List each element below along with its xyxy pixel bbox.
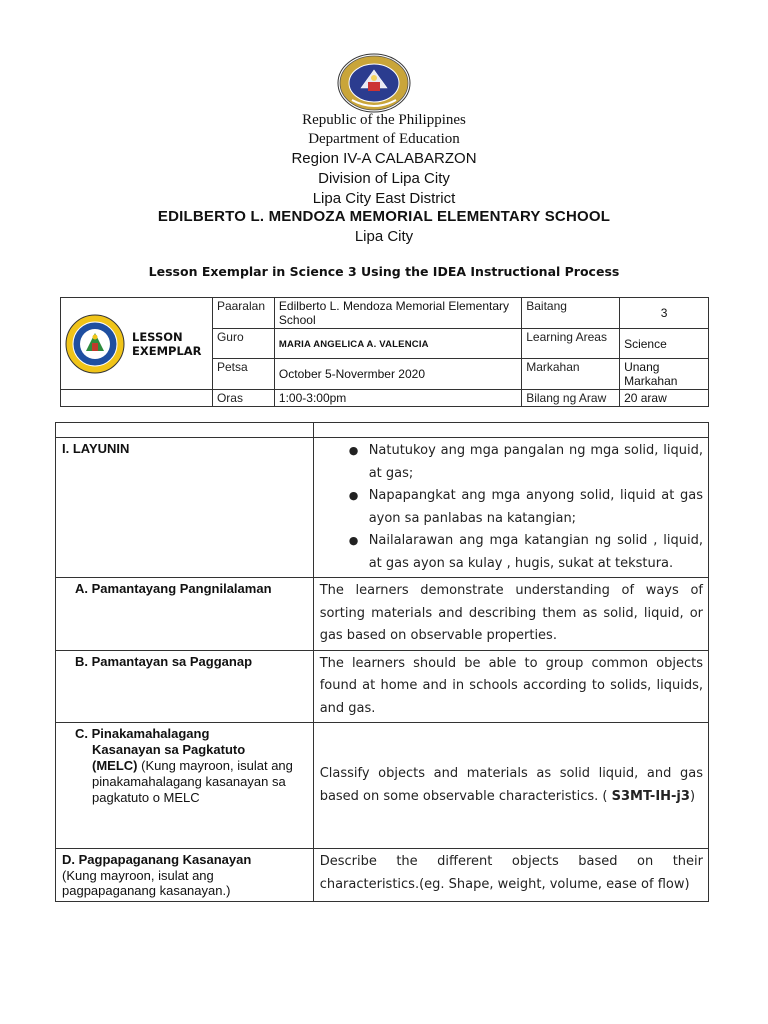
lesson-label-line2: EXEMPLAR [132, 343, 202, 358]
pamantayan-sa-pagganap-title: B. Pamantayan sa Pagganap [75, 653, 253, 669]
pagpapaganang-kasanayan-title: D. Pagpapaganang Kasanayan [62, 852, 252, 867]
value-paaralan: Edilberto L. Mendoza Memorial Elementary School [274, 298, 521, 329]
melc-text-cell [313, 723, 708, 849]
layunin-title: I. LAYUNIN [62, 441, 130, 456]
label-guro: Guro [212, 329, 274, 359]
lesson-exemplar-logo-cell [61, 298, 213, 390]
melc-note: (Kung mayroon, isulat ang pinakamahalagang kasanayan sa pagkatuto o MELC [92, 758, 293, 805]
pagpapaganang-kasanayan-note: (Kung mayroon, isulat ang pagpapaganang kasanayan.) [62, 868, 231, 898]
layunin-cell [56, 438, 314, 578]
header-city: Lipa City [354, 228, 414, 245]
label-markahan: Markahan [522, 359, 620, 390]
melc-close: ) [689, 788, 696, 804]
pagpapaganang-kasanayan-cell [56, 849, 314, 902]
pagpapaganang-kasanayan-text: Describe the different objects based on their characteristics.(eg. Shape, weight, volume, ease of flow) [313, 849, 708, 902]
label-baitang: Baitang [522, 298, 620, 329]
melc-title-line2: Kasanayan sa Pagkatuto [92, 742, 246, 757]
value-guro: MARIA ANGELICA A. VALENCIA [278, 338, 429, 350]
school-logo [64, 313, 126, 375]
document-subtitle: Lesson Exemplar in Science 3 Using the IDEA Instructional Process [148, 264, 620, 279]
deped-seal-logo [336, 52, 412, 114]
value-petsa: October 5-Novermber 2020 [274, 359, 521, 390]
melc-title-line1: C. Pinakamahalagang [75, 726, 210, 741]
pamantayan-sa-pagganap-cell [56, 650, 314, 723]
pamantayan-sa-pagganap-text: The learners should be able to group common objects found at home and in schools according to solids, liquids, and gas. [313, 650, 708, 723]
pamantayang-pangnilalaman-text: The learners demonstrate understanding of ways of sorting materials and describing them as solid, liquid, or gas based on observable properties. [313, 578, 708, 651]
pamantayang-pangnilalaman-title: A. Pamantayang Pangnilalaman [75, 581, 272, 596]
layunin-objectives [313, 438, 708, 578]
value-bilang-ng-araw: 20 araw [620, 390, 709, 407]
melc-text: Classify objects and materials as solid liquid, and gas based on some observable characteristics. ( [319, 766, 703, 804]
label-oras: Oras [212, 390, 274, 407]
header-region: Region IV-A CALABARZON [291, 150, 477, 167]
melc-title-line3: (MELC) [92, 758, 138, 773]
header-republic: Republic of the Philippines [302, 112, 466, 128]
lesson-info-table [60, 297, 709, 407]
header-division: Division of Lipa City [318, 170, 450, 187]
label-learning-areas: Learning Areas [522, 329, 620, 359]
value-oras: 1:00-3:00pm [274, 390, 521, 407]
pamantayang-pangnilalaman-cell [56, 578, 314, 651]
melc-cell [56, 723, 314, 849]
value-learning-areas: Science [620, 329, 709, 359]
value-baitang: 3 [620, 298, 709, 329]
header-district: Lipa City East District [312, 190, 456, 207]
logo-cell-bottom [61, 390, 213, 407]
objective-item: ● Natutukoy ang mga pangalan ng mga solid, liquid, at gas; [349, 440, 703, 485]
plan-header-right [313, 423, 708, 438]
label-petsa: Petsa [212, 359, 274, 390]
lesson-plan-table [55, 422, 709, 902]
label-paaralan: Paaralan [212, 298, 274, 329]
header-department: Department of Education [308, 131, 460, 147]
lesson-label-line1: LESSON [132, 329, 183, 344]
value-markahan: Unang Markahan [620, 359, 709, 390]
objective-item: ● Nailalarawan ang mga katangian ng solid , liquid, at gas ayon sa kulay , hugis, sukat at tekstura. [349, 530, 703, 575]
objective-item: ● Napapangkat ang mga anyong solid, liquid at gas ayon sa panlabas na katangian; [349, 485, 703, 530]
header-school-name: EDILBERTO L. MENDOZA MEMORIAL ELEMENTARY SCHOOL [157, 208, 611, 225]
label-bilang-ng-araw: Bilang ng Araw [522, 390, 620, 407]
plan-header-left [56, 423, 314, 438]
melc-code: S3MT-IH-j3 [611, 788, 690, 804]
